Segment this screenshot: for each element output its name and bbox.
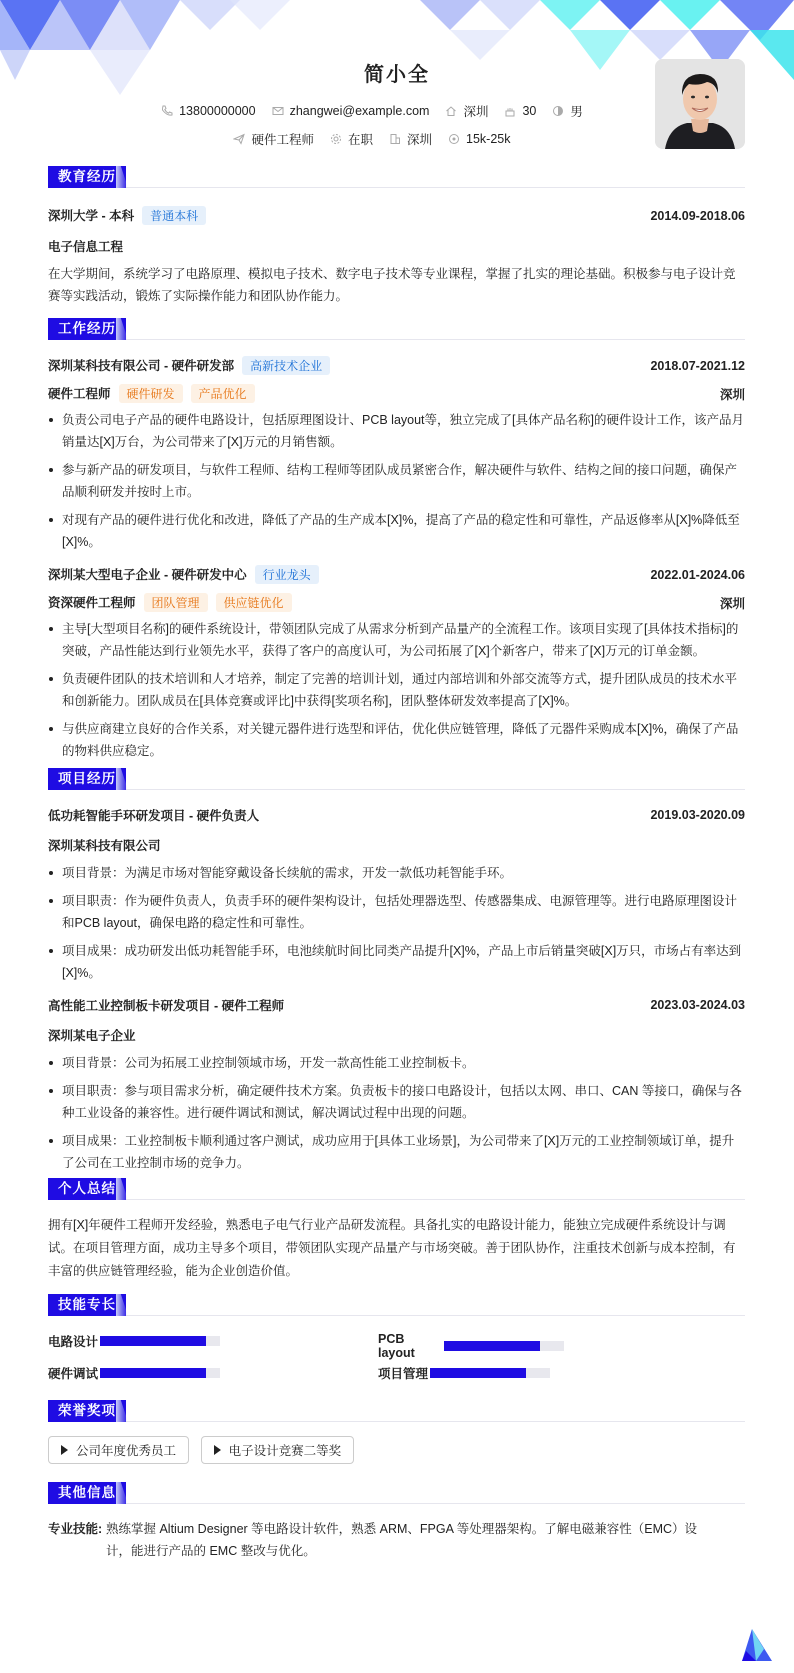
skill-name: 项目管理	[378, 1367, 429, 1381]
home-icon	[445, 105, 457, 117]
skill-bar	[100, 1336, 220, 1346]
work-company-row	[48, 356, 745, 375]
play-icon	[61, 1445, 68, 1455]
role-tag: 团队管理	[144, 593, 208, 612]
candidate-name: 简小全	[364, 64, 430, 86]
location-value: 深圳	[463, 105, 489, 119]
work-title: 工作经历	[48, 318, 126, 340]
role-name: 硬件工程师	[48, 387, 111, 401]
company-name: 深圳某科技有限公司 - 硬件研发部	[48, 359, 235, 373]
summary-heading	[48, 1178, 745, 1200]
awards-title: 荣誉奖项	[48, 1400, 126, 1422]
skill-name: 电路设计	[48, 1335, 99, 1349]
project-entry	[48, 996, 745, 1174]
other-title: 其他信息	[48, 1482, 126, 1504]
email-value: zhangwei@example.com	[289, 104, 430, 118]
work-period: 2018.07-2021.12	[650, 358, 745, 373]
education-heading	[48, 166, 745, 188]
list-item: 对现有产品的硬件进行优化和改进，降低了产品的生产成本[X]%，提高了产品的稳定性和可靠性，产品返修率从[X]%降低至[X]%。	[48, 509, 745, 553]
phone-item	[161, 102, 255, 120]
work-role-row	[48, 384, 745, 403]
skill-fill	[100, 1368, 206, 1378]
role-tag: 供应链优化	[216, 593, 292, 612]
status-value: 在职	[348, 133, 374, 147]
skill-item	[378, 1332, 564, 1360]
building-icon	[389, 133, 401, 145]
project-company: 深圳某电子企业	[48, 1029, 136, 1043]
skill-fill	[430, 1368, 526, 1378]
award-item	[201, 1436, 355, 1464]
job-item	[233, 130, 314, 148]
other-section	[48, 1482, 745, 1562]
role-tag: 产品优化	[191, 384, 255, 403]
project-entry	[48, 806, 745, 984]
age-item	[504, 102, 536, 120]
project-title: 高性能工业控制板卡研发项目 - 硬件工程师	[48, 999, 285, 1013]
project-period: 2023.03-2024.03	[650, 998, 745, 1012]
skill-item	[48, 1332, 220, 1350]
work-period: 2022.01-2024.06	[650, 567, 745, 582]
phone-icon	[161, 105, 173, 117]
location-item	[445, 102, 488, 120]
list-item: 项目背景：公司为拓展工业控制领域市场，开发一款高性能工业控制板卡。	[48, 1052, 745, 1074]
skill-name: PCB layout	[378, 1332, 415, 1360]
list-item: 项目背景：为满足市场对智能穿戴设备长续航的需求，开发一款低功耗智能手环。	[48, 862, 745, 884]
skill-fill	[100, 1336, 206, 1346]
skill-bar	[444, 1341, 564, 1351]
corner-decoration	[742, 1621, 772, 1661]
education-title: 教育经历	[48, 166, 126, 188]
company-badge: 高新技术企业	[242, 356, 330, 375]
project-period: 2019.03-2020.09	[650, 808, 745, 822]
status-item	[330, 130, 373, 148]
other-heading	[48, 1482, 745, 1504]
play-icon	[214, 1445, 221, 1455]
project-bullets	[48, 862, 745, 984]
skill-item	[48, 1364, 220, 1382]
job-value: 硬件工程师	[251, 133, 314, 147]
list-item: 项目成果：成功研发出低功耗智能手环，电池续航时间比同类产品提升[X]%，产品上市后销量突破[X]万只，市场占有率达到[X]%。	[48, 940, 745, 984]
education-period: 2014.09-2018.06	[650, 208, 745, 223]
skill-item	[378, 1364, 550, 1382]
resume-header	[0, 0, 794, 160]
work-heading	[48, 318, 745, 340]
mail-icon	[272, 105, 284, 117]
work-entry	[48, 565, 745, 762]
skill-bar	[100, 1368, 220, 1378]
award-item	[48, 1436, 189, 1464]
awards-section	[48, 1400, 745, 1464]
skill-bar	[430, 1368, 550, 1378]
list-item: 项目职责：作为硬件负责人，负责手环的硬件架构设计，包括处理器选型、传感器集成、电源管理等。进行电路原理图设计和PCB layout，确保电路的稳定性和可靠性。	[48, 890, 745, 934]
summary-text: 拥有[X]年硬件工程师开发经验，熟悉电子电气行业产品研发流程。具备扎实的电路设计能力，能独立完成硬件系统设计与调试。在项目管理方面，成功主导多个项目，带领团队实现产品量产与市场突破。善于团队协作，注重技术创新与成本控制，有丰富的供应链管理经验，能为企业创造价值。	[48, 1218, 736, 1278]
city-value: 深圳	[407, 133, 433, 147]
role-name: 资深硬件工程师	[48, 596, 136, 610]
company-badge: 行业龙头	[255, 565, 319, 584]
email-item	[272, 102, 430, 120]
awards-list	[48, 1436, 745, 1464]
summary-section	[48, 1178, 745, 1283]
work-bullets	[48, 409, 745, 553]
salary-value: 15k-25k	[466, 132, 511, 146]
list-item: 负责硬件团队的技术培训和人才培养，制定了完善的培训计划，通过内部培训和外部交流等方式，提升团队成员的技术水平和创新能力。团队成员在[具体竞赛或评比]中获得[奖项名称]，团队整体研发效率提高了[X]%。	[48, 668, 745, 712]
send-icon	[233, 133, 245, 145]
project-company: 深圳某科技有限公司	[48, 839, 161, 853]
job-row	[0, 130, 744, 148]
gender-icon	[552, 105, 564, 117]
school-badge: 普通本科	[142, 206, 206, 225]
award-label: 电子设计竞赛二等奖	[228, 1444, 342, 1458]
profile-photo	[655, 59, 745, 149]
list-item: 负责公司电子产品的硬件电路设计，包括原理图设计、PCB layout等，独立完成了[具体产品名称]的硬件设计工作，该产品月销量达[X]万台，为公司带来了[X]万元的月销售额。	[48, 409, 745, 453]
education-row	[48, 206, 745, 225]
list-item: 与供应商建立良好的合作关系，对关键元器件进行选型和评估，优化供应链管理，降低了元器件采购成本[X]%，确保了产品的物料供应稳定。	[48, 718, 745, 762]
work-bullets	[48, 618, 745, 762]
list-item: 项目职责：参与项目需求分析，确定硬件技术方案。负责板卡的接口电路设计，包括以太网、串口、CAN 等接口，确保与各种工业设备的兼容性。进行硬件调试和测试，解决调试过程中出现的问题。	[48, 1080, 745, 1124]
cake-icon	[504, 105, 516, 117]
salary-item	[448, 130, 510, 148]
gender-item	[552, 102, 583, 120]
coin-icon	[448, 133, 460, 145]
age-value: 30	[522, 104, 537, 118]
projects-section	[48, 768, 745, 1180]
list-item: 项目成果：工业控制板卡顺利通过客户测试，成功应用于[具体工业场景]，为公司带来了[X]万元的工业控制领域订单，提升了公司在工业控制市场的竞争力。	[48, 1130, 745, 1174]
award-label: 公司年度优秀员工	[76, 1444, 177, 1458]
gender-value: 男	[570, 105, 583, 119]
role-tag: 硬件研发	[119, 384, 183, 403]
list-item: 参与新产品的研发项目，与软件工程师、结构工程师等团队成员紧密合作，解决硬件与软件、结构之间的接口问题，确保产品顺利研发并按时上市。	[48, 459, 745, 503]
skills-heading	[48, 1294, 745, 1316]
other-text: 熟练掌握 Altium Designer 等电路设计软件，熟悉 ARM、FPGA 等处理器架构。了解电磁兼容性（EMC）设计，能进行产品的 EMC 整改与优化。	[106, 1522, 698, 1558]
education-section	[48, 166, 745, 307]
company-name: 深圳某大型电子企业 - 硬件研发中心	[48, 568, 247, 582]
list-item: 主导[大型项目名称]的硬件系统设计，带领团队完成了从需求分析到产品量产的全流程工作。该项目实现了[具体技术指标]的突破，产品性能达到行业领先水平，获得了客户的高度认可，为公司拓展了[X]个新客户，带来了[X]万元的订单金额。	[48, 618, 745, 662]
skill-fill	[444, 1341, 540, 1351]
avatar-illustration	[655, 59, 745, 149]
project-title: 低功耗智能手环研发项目 - 硬件负责人	[48, 809, 260, 823]
awards-heading	[48, 1400, 745, 1422]
gear-icon	[330, 133, 342, 145]
work-entry	[48, 356, 745, 553]
other-label: 专业技能:	[48, 1522, 103, 1536]
school-name: 深圳大学 - 本科	[48, 209, 135, 223]
work-company-row	[48, 565, 745, 584]
education-desc: 在大学期间，系统学习了电路原理、模拟电子技术、数字电子技术等专业课程，掌握了扎实的理论基础。积极参与电子设计竞赛等实践活动，锻炼了实际操作能力和团队协作能力。	[48, 267, 736, 303]
phone-value: 13800000000	[179, 104, 256, 118]
work-city: 深圳	[719, 387, 745, 402]
skills-section	[48, 1294, 745, 1384]
skills-title: 技能专长	[48, 1294, 126, 1316]
work-section	[48, 318, 745, 768]
project-title-row	[48, 806, 745, 824]
skill-name: 硬件调试	[48, 1367, 99, 1381]
contact-row	[0, 102, 744, 120]
projects-heading	[48, 768, 745, 790]
projects-title: 项目经历	[48, 768, 126, 790]
work-role-row	[48, 593, 745, 612]
city-item	[389, 130, 432, 148]
major: 电子信息工程	[48, 240, 124, 254]
work-city: 深圳	[719, 596, 745, 611]
summary-title: 个人总结	[48, 1178, 126, 1200]
project-bullets	[48, 1052, 745, 1174]
other-row	[48, 1518, 745, 1562]
project-title-row	[48, 996, 745, 1014]
